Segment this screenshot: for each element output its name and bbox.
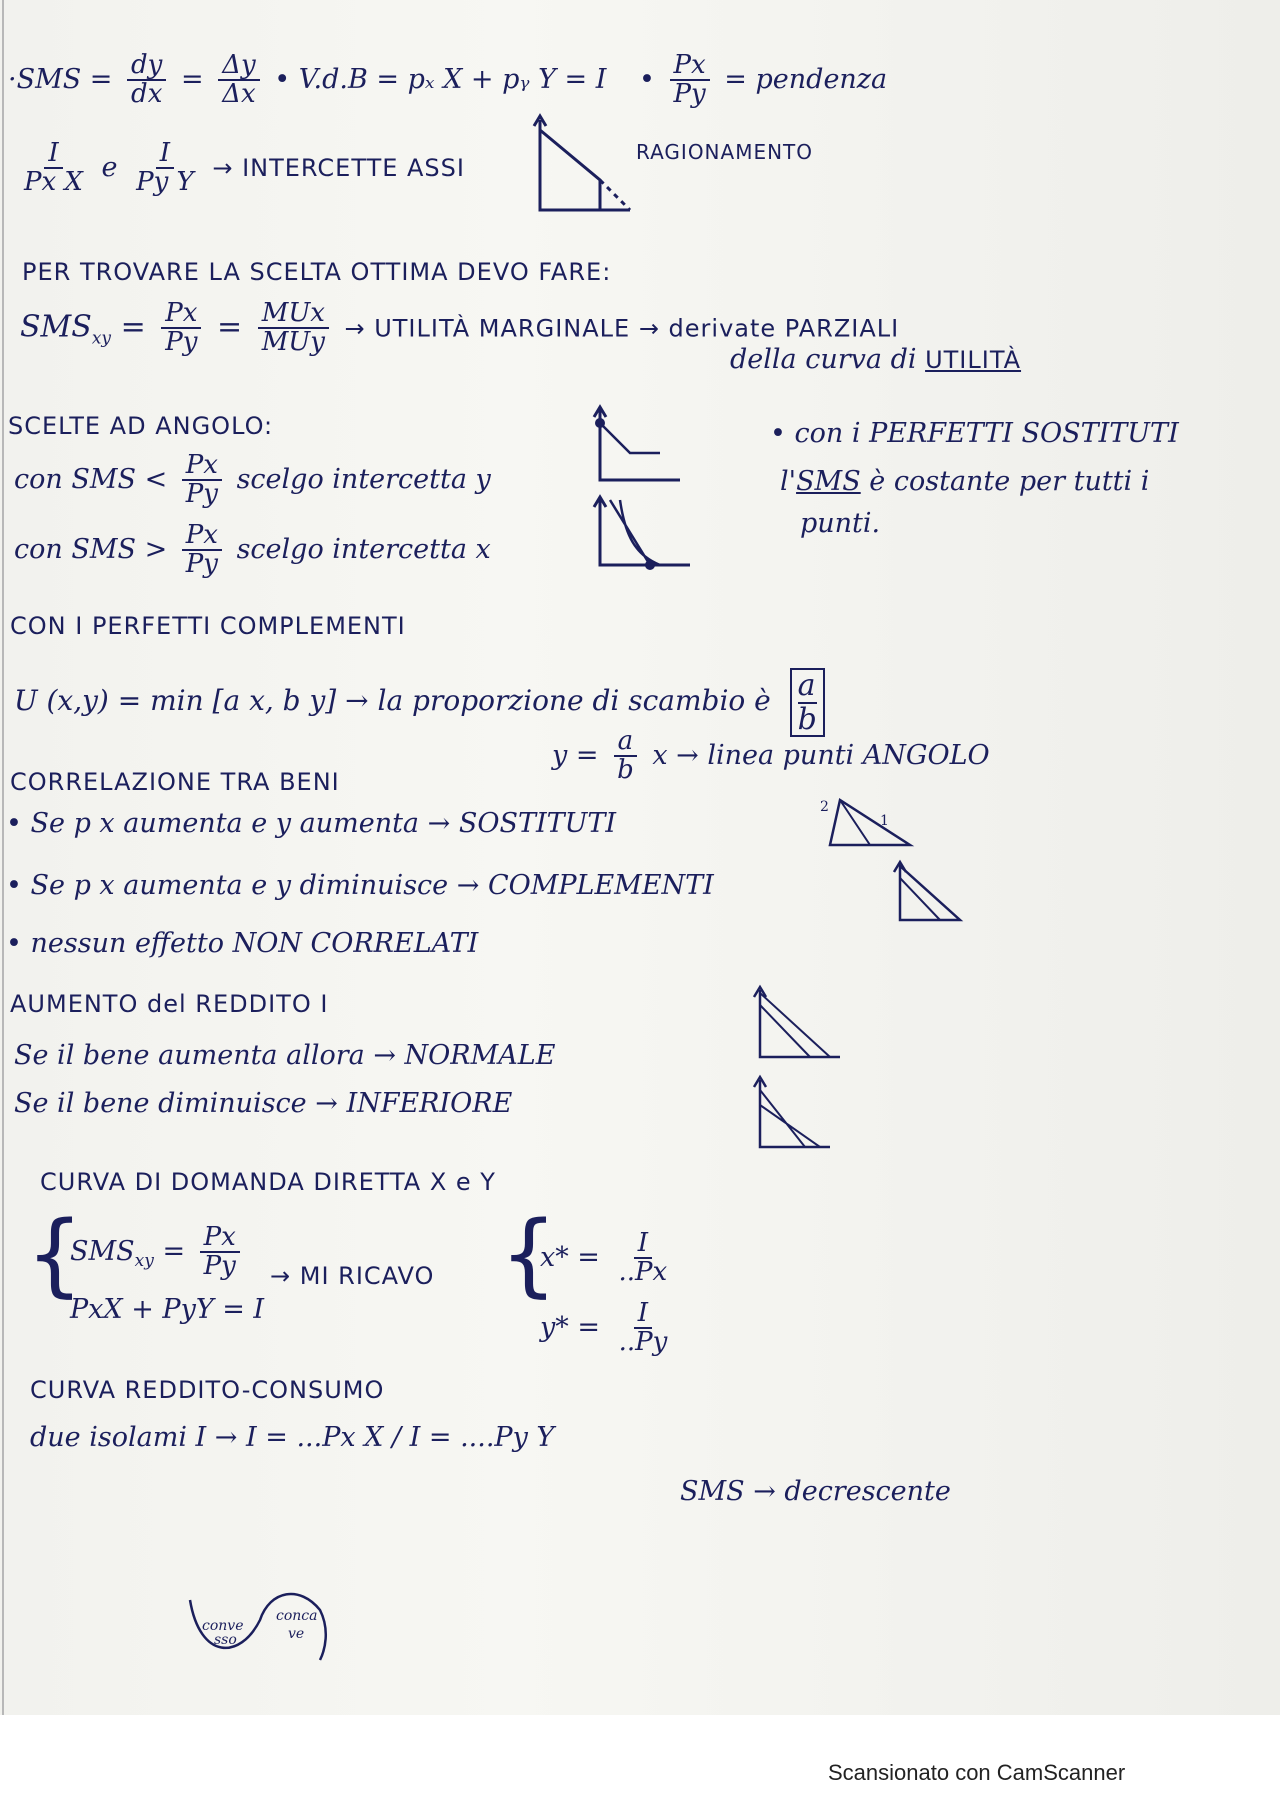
corner-y-sketch xyxy=(590,405,690,485)
optimal-condition: $SMS_{xy}$ = $\frac{Px}{Py}$ = $\frac{\text{MUx}}{\text{MUy}}$ → UTILITÀ MARGINALE → derivate PARZIALI xyxy=(20,298,900,358)
normal-good-rule: Se il bene aumenta allora → NORMALE xyxy=(14,1040,556,1071)
demand-x: x* = $\frac{I}{..Px}$ xyxy=(540,1228,668,1288)
income-increase-heading: AUMENTO del REDDITO I xyxy=(10,990,329,1018)
complements-sketch xyxy=(890,858,970,928)
substitutes-sketch xyxy=(820,795,920,855)
reasoning-label: RAGIONAMENTO xyxy=(636,140,814,164)
convex-concave-doodle xyxy=(180,1580,340,1670)
camscanner-footer: Scansionato con CamScanner xyxy=(828,1760,1126,1785)
ratio-box: $\frac{a}{b}$ xyxy=(790,668,825,737)
corner-case-2: con SMS > $\frac{Px}{Py}$ scelgo intercetta x xyxy=(14,520,491,580)
direct-demand-heading: CURVA DI DOMANDA DIRETTA X e Y xyxy=(40,1168,496,1196)
min-utility-function: U (x,y) = min [a x, b y] → la proporzione di scambio è $\frac{a}{b}$ xyxy=(14,668,825,737)
system-eq-2: PxX + PyY = I xyxy=(70,1294,265,1325)
substitutes-note-1: • con i PERFETTI SOSTITUTI xyxy=(770,418,1179,449)
system-eq-1: $SMS_{xy}$ = $\frac{Px}{Py}$ xyxy=(70,1224,246,1281)
sms-label: ·SMS = xyxy=(8,63,113,95)
right-brace: { xyxy=(500,1202,558,1307)
concave-word-2: ve xyxy=(288,1626,305,1642)
sketch-label-1: 1 xyxy=(880,813,889,829)
slope-text: = pendenza xyxy=(724,63,888,95)
formula-sms-vdb: ·SMS = $\frac{dy}{dx}$ = $\frac{\Delta y}{\Delta x}$ • V.d.B = pₓ X + pᵧ Y = I • $\frac{Px}{Py}$ = pendenza xyxy=(8,50,888,110)
demand-y: y* = $\frac{I}{..Py}$ xyxy=(540,1298,668,1358)
goods-correlation-heading: CORRELAZIONE TRA BENI xyxy=(10,768,340,796)
utility-curve-note: della curva di UTILITÀ xyxy=(730,344,1022,375)
page-edge-line xyxy=(2,0,4,1715)
intercepts-line: $\frac{I}{\text{Px X}}$ e $\frac{I}{\text{Py Y}}$ → INTERCETTE ASSI xyxy=(24,138,465,198)
substitutes-note-2: l'SMS è costante per tutti i xyxy=(780,466,1150,497)
uncorrelated-rule: • nessun effetto NON CORRELATI xyxy=(6,928,479,959)
optimal-choice-heading: PER TROVARE LA SCELTA OTTIMA DEVO FARE: xyxy=(22,258,612,286)
sketch-label-2: 2 xyxy=(820,799,829,815)
budget-constraint: • V.d.B = pₓ X + pᵧ Y = I xyxy=(274,63,607,95)
marginal-utility-label: → UTILITÀ MARGINALE → derivate PARZIALI xyxy=(344,314,900,343)
fraction-delta: $\frac{\Delta y}{\Delta x}$ xyxy=(218,52,259,109)
left-brace: { xyxy=(26,1202,84,1307)
fraction-px-py: $\frac{Px}{Py}$ xyxy=(670,52,710,109)
sms-decreasing-note: SMS → decrescente xyxy=(680,1476,951,1507)
corner-x-sketch xyxy=(590,495,700,575)
inferior-good-rule: Se il bene diminuisce → INFERIORE xyxy=(14,1088,513,1119)
budget-line-sketch xyxy=(530,110,650,220)
substitutes-rule: • Se p x aumenta e y aumenta → SOSTITUTI xyxy=(6,808,617,839)
normal-good-sketch xyxy=(750,985,850,1065)
corner-case-1: con SMS < $\frac{Px}{Py}$ scelgo intercetta y xyxy=(14,450,491,510)
corner-line-equation: y = $\frac{a}{b}$ x → linea punti ANGOLO xyxy=(552,726,990,786)
substitutes-note-3: punti. xyxy=(800,508,881,539)
convex-word-1: conve xyxy=(202,1618,244,1634)
concave-word-1: conca xyxy=(276,1608,318,1624)
income-consumption-heading: CURVA REDDITO-CONSUMO xyxy=(30,1376,385,1404)
isolate-line: due isolami I → I = ...Px X / I = ....Py Y xyxy=(30,1422,555,1453)
inferior-good-sketch xyxy=(750,1075,840,1155)
complements-rule: • Se p x aumenta e y diminuisce → COMPLEMENTI xyxy=(6,870,714,901)
intercepts-label: → INTERCETTE ASSI xyxy=(212,153,465,182)
perfect-complements-heading: CON I PERFETTI COMPLEMENTI xyxy=(10,612,406,640)
convex-word-2: sso xyxy=(214,1632,237,1648)
derive-label: → MI RICAVO xyxy=(270,1262,435,1290)
corner-solutions-heading: SCELTE AD ANGOLO: xyxy=(8,412,274,440)
fraction-dy-dx: $\frac{dy}{dx}$ xyxy=(127,52,166,109)
